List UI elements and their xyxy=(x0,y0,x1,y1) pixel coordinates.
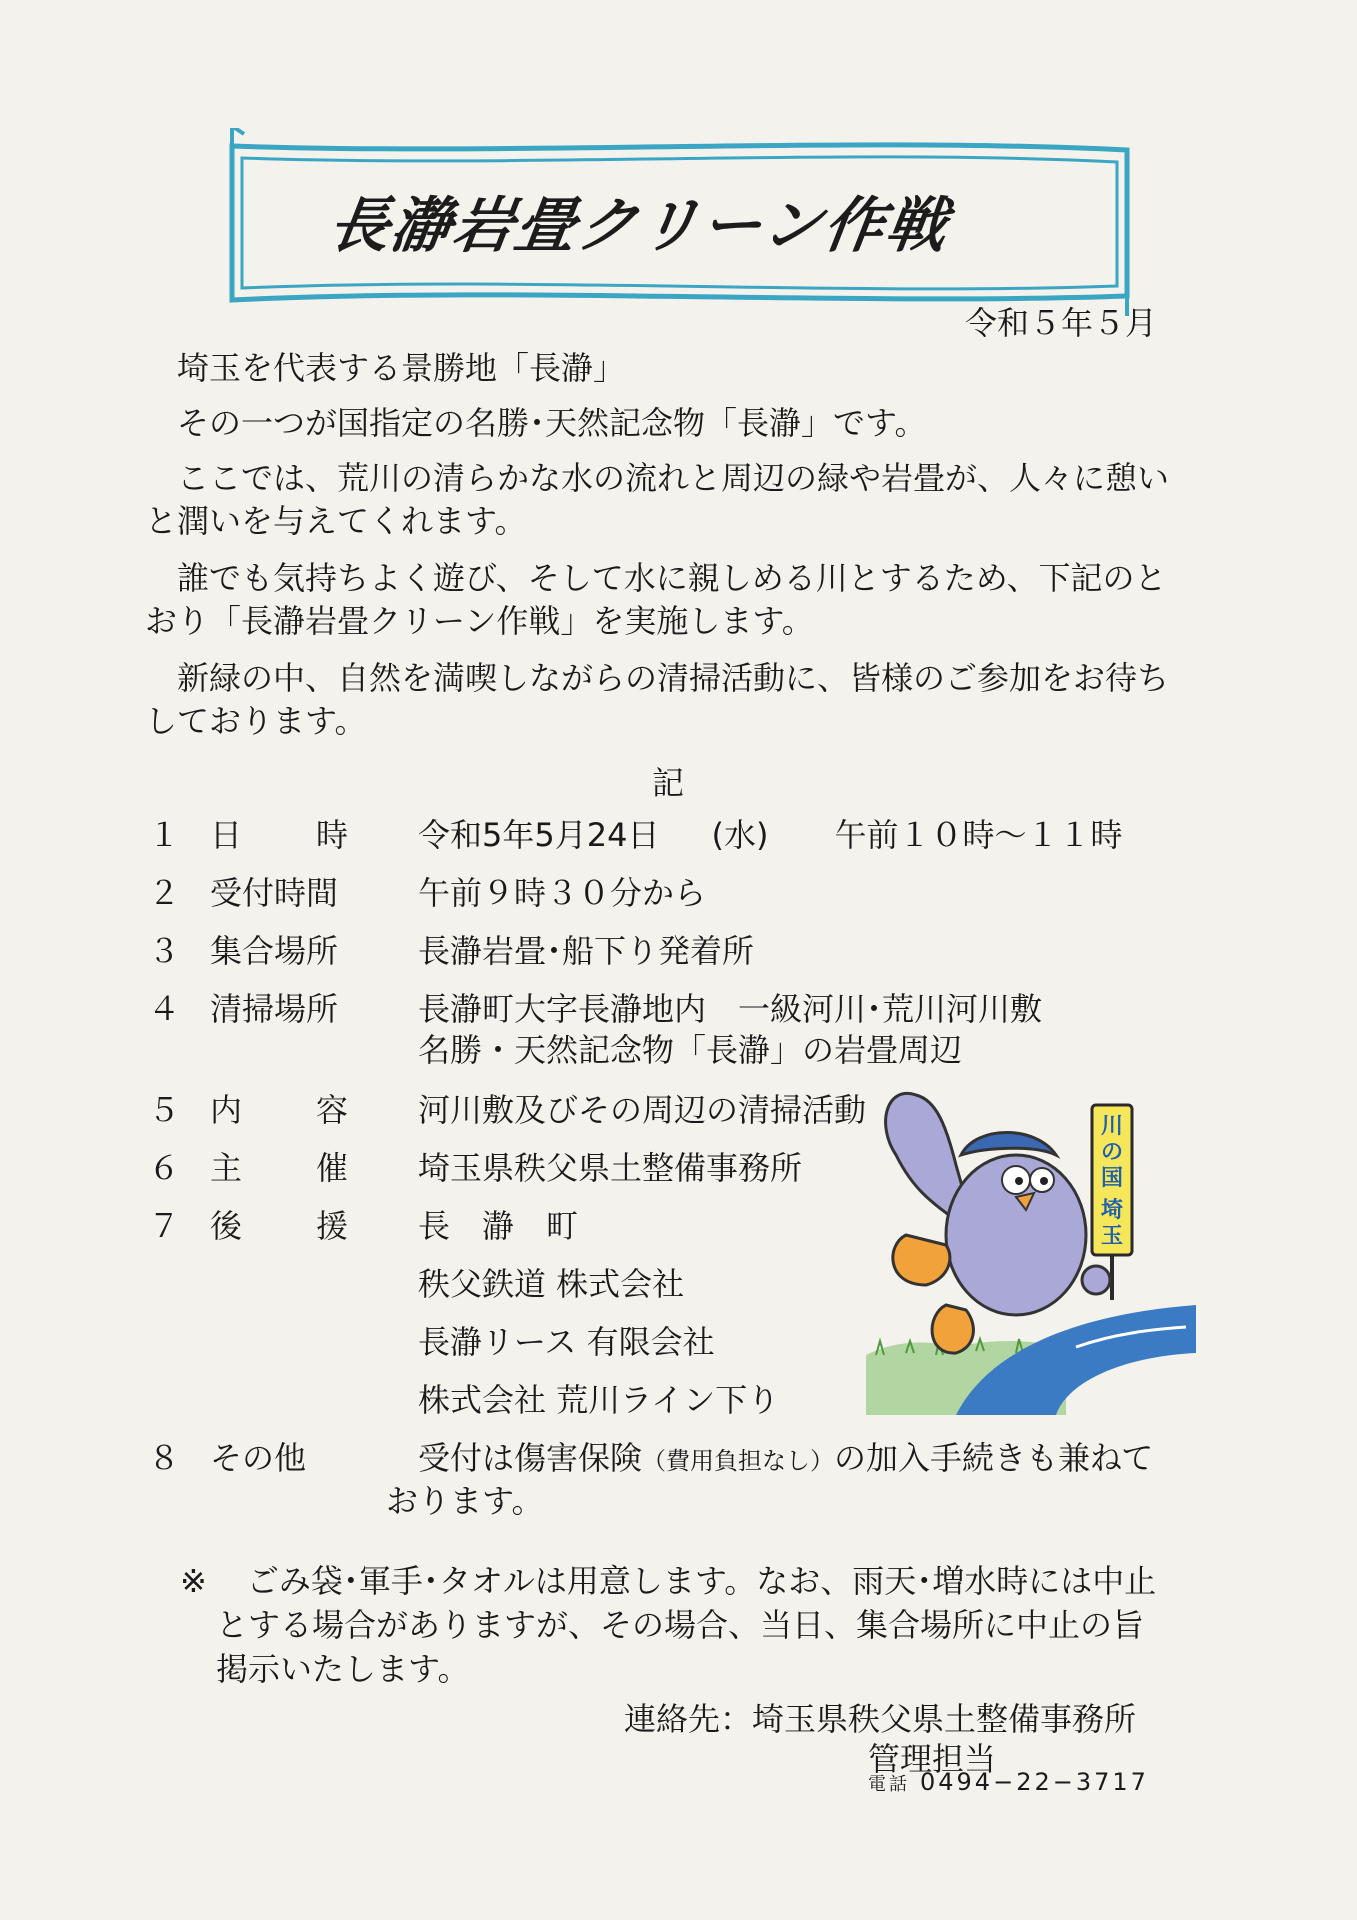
item-label: 集合場所 xyxy=(210,932,339,970)
note-mark: ※ xyxy=(180,1562,207,1600)
phone-label: 電話 xyxy=(868,1774,910,1795)
sign-text-4: 埼 xyxy=(1100,1198,1124,1223)
item-value: 午前９時３０分から xyxy=(418,874,707,912)
page-title: 長瀞岩畳クリーン作戦 xyxy=(324,191,954,261)
item-number: ６ xyxy=(148,1149,181,1187)
intro-line-1: 埼玉を代表する景勝地「長瀞」 xyxy=(177,349,626,387)
item-label: 日 時 xyxy=(210,816,348,854)
supporter-name: 長 瀞 町 xyxy=(418,1207,579,1245)
contact-department: 管理担当 xyxy=(868,1740,997,1778)
bird-icon xyxy=(886,1093,1110,1353)
contact-label: 連絡先：埼玉県秩父県土整備事務所 xyxy=(624,1700,1137,1738)
contact-phone xyxy=(868,1768,1149,1796)
issue-date: 令和５年５月 xyxy=(965,304,1158,342)
item-label: 後 援 xyxy=(210,1207,348,1245)
item-number: １ xyxy=(148,816,181,854)
item-number: ５ xyxy=(148,1091,181,1129)
item-label: その他 xyxy=(210,1439,307,1477)
note-line-3: 掲示いたします。 xyxy=(216,1650,470,1688)
item-value: 長瀞町大字長瀞地内 一級河川･荒川河川敷 xyxy=(418,990,1043,1028)
intro-line-3: ここでは、荒川の清らかな水の流れと周辺の緑や岩畳が、人々に憩い xyxy=(177,459,1170,497)
supporter-name: 長瀞リース 有限会社 xyxy=(418,1323,715,1361)
item-value: おります。 xyxy=(386,1482,544,1520)
phone-number: 0494−22−3717 xyxy=(920,1768,1149,1796)
sign-text-5: 玉 xyxy=(1100,1224,1124,1249)
sign-text-3: 国 xyxy=(1100,1166,1124,1191)
item-value: 長瀞岩畳･船下り発着所 xyxy=(418,932,755,970)
item-value: 名勝・天然記念物「長瀞」の岩畳周辺 xyxy=(418,1031,963,1069)
intro-line-5: 誰でも気持ちよく遊び、そして水に親しめる川とするため、下記のと xyxy=(177,559,1167,597)
item-number: ３ xyxy=(148,932,181,970)
intro-line-6: おり「長瀞岩畳クリーン作戦」を実施します。 xyxy=(145,602,814,640)
sign-text-2: の xyxy=(1100,1140,1124,1165)
item-value: 河川敷及びその周辺の清掃活動 xyxy=(418,1091,867,1129)
item-number: ７ xyxy=(148,1207,181,1245)
intro-line-7: 新緑の中、自然を満喫しながらの清掃活動に、皆様のご参加をお待ち xyxy=(177,659,1170,697)
note-line-1: ※ ごみ袋･軍手･タオルは用意します。なお、雨天･増水時には中止 xyxy=(180,1562,1157,1600)
supporter-name: 株式会社 荒川ライン下り xyxy=(418,1381,780,1419)
item-number: ４ xyxy=(148,990,181,1028)
item-value: 埼玉県秩父県土整備事務所 xyxy=(418,1149,803,1187)
intro-line-2: その一つが国指定の名勝･天然記念物「長瀞」です。 xyxy=(177,404,927,442)
sign-text-1: 川 xyxy=(1100,1114,1124,1139)
intro-line-4: と潤いを与えてくれます。 xyxy=(145,502,527,540)
item-label: 清掃場所 xyxy=(210,990,339,1028)
ki-heading: 記 xyxy=(652,764,685,802)
supporter-name: 秩父鉄道 株式会社 xyxy=(418,1265,685,1303)
item-label: 受付時間 xyxy=(210,874,339,912)
mascot-bird-illustration xyxy=(866,1085,1196,1415)
item-label: 内 容 xyxy=(210,1091,348,1129)
note-line-2: とする場合がありますが、その場合、当日、集合場所に中止の旨 xyxy=(216,1606,1145,1644)
item-number: ８ xyxy=(148,1439,181,1477)
item-label: 主 催 xyxy=(210,1149,348,1187)
item-number: ２ xyxy=(148,874,181,912)
item-value: 受付は傷害保険（費用負担なし）の加入手続きも兼ねて xyxy=(418,1439,1154,1477)
intro-line-8: しております。 xyxy=(145,702,367,740)
item-value: 令和5年5月24日 (水) 午前１０時～１１時 xyxy=(418,816,1123,854)
